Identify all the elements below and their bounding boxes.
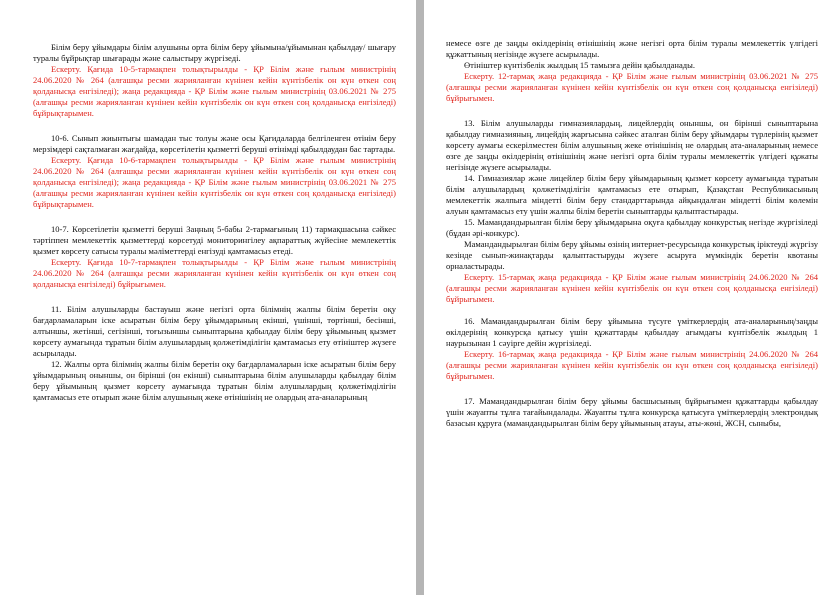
amendment-note-10-7: Ескерту. Қағида 10-7-тармақпен толықтырылды - ҚР Білім және ғылым министрінің 24.06.2020 № 264 (алғашқы ресми жарияланған күнінен кейін күнтізбелік он күн өткен соң қолданысқа енгізіледі) бұйрығымен.: [33, 257, 396, 289]
paragraph-12-continued: немесе өзге де заңды өкілдерінің өтінішінің және негізгі орта білім туралы мемлекеттік үлгідегі құжаттының негізінде жүзеге асырылады.: [446, 38, 818, 59]
amendment-note-16: Ескерту. 16-тармақ жаңа редакцияда - ҚР Білім және ғылым министрінің 24.06.2020 № 264 (алғашқы ресми жарияланған күнінен кейін күнтізбелік он күн өткен соң қолданысқа енгізіледі) бұйрығымен.: [446, 349, 818, 381]
paragraph-12: 12. Жалпы орта білімнің жалпы білім беретін оқу бағдарламаларын іске асыратын білім беру ұйымдарының оныншы, он бірінші (он екінші) сыныптарына білім алушыларды қабылдау білім беру ұйымының қызмет көрсету аумағында тұратын білім алушылардың қолжетімділігін қамтамасыз ете отырып және білім алушының жеке өтінішінің не олардың ата-аналарының: [33, 359, 396, 402]
document-page-left: [0, 0, 416, 595]
page-gutter: [416, 0, 424, 595]
paragraph-17: 17. Мамандандырылған білім беру ұйымы басшысының бұйрығымен құжаттарды қабылдау үшін жауапты тұлға тағайындалады. Жауапты тұлға конкурсқа қатысуға үміткерлердің электрондық базасын құруға (мамандандырылған білім беру ұйымының атауы, аты-жөні, ЖСН, сыныбы,: [446, 396, 818, 428]
paragraph-10-6: 10-6. Сынып жиынтығы шамадан тыс толуы және осы Қағидаларда белгіленген өтінім беру мерзімдері сақталмаған жағдайда, көрсетілетін қызметті беруші өтінімді қабылдаудан бас тартады.: [33, 133, 396, 154]
amendment-note-12: Ескерту. 12-тармақ жаңа редакцияда - ҚР Білім және ғылым министрінің 03.06.2021 № 275 (алғашқы ресми жарияланған күнінен кейін күнтізбелік он күн өткен соң қолданысқа енгізіледі) бұйрығымен.: [446, 71, 818, 103]
paragraph-10-5: Білім беру ұйымдары білім алушыны орта білім беру ұйымына/ұйымынан қабылдау/ шығару туралы бұйрықтар шығарады және салыстыру жүргізеді.: [33, 42, 396, 63]
paragraph-16: 16. Мамандандырылған білім беру ұйымына түсуге үміткерлердің ата-аналарының/заңды өкілдерінің конкурсқа қатысу үшін құжаттарды қабылдау ағымдағы күнтізбелік жылдың 1 наурызынан 1 сәуірге дейін жүргізіледі.: [446, 316, 818, 348]
document-page-right: [424, 0, 840, 595]
amendment-note-15: Ескерту. 15-тармақ жаңа редакцияда - ҚР Білім және ғылым министрінің 24.06.2020 № 264 (алғашқы ресми жарияланған күнінен кейін күнтізбелік он күн өткен соң қолданысқа енгізіледі) бұйрығымен.: [446, 272, 818, 304]
paragraph-12-deadline: Өтініштер күнтізбелік жылдың 15 тамызға дейін қабылданады.: [464, 60, 696, 70]
amendment-note-10-6: Ескерту. Қағида 10-6-тармақпен толықтырылды - ҚР Білім және ғылым министрінің 24.06.2020 № 264 (алғашқы ресми жарияланған күнінен кейін күнтізбелік он күн өткен соң қолданысқа енгізіледі); жаңа редакцияда - ҚР Білім және ғылым министрінің 03.06.2021 № 275 (алғашқы ресми жарияланған күнінен кейін күнтізбелік он күн өткен соң қолданысқа енгізіледі) бұйрықтарымен.: [33, 155, 396, 209]
paragraph-14: 14. Гимназиялар және лицейлер білім беру ұйымдарының қызмет көрсету аумағында тұратын білім алушылардың қолжетімділігін қамтамасыз ете отырып, Қазақстан Республикасының мемлекеттік жалпыға міндетті білім беру стандарттарында айқындалған міндетті білім көлемін алуын қамтамасыз ету үшін жалпы білім беретін сыныптарды қалыптастырады.: [446, 173, 818, 216]
amendment-note-10-5: Ескерту. Қағида 10-5-тармақпен толықтырылды - ҚР Білім және ғылым министрінің 24.06.2020 № 264 (алғашқы ресми жарияланған күнінен кейін күнтізбелік он күн өткен соң қолданысқа енгізіледі); жаңа редакцияда - ҚР Білім және ғылым министрінің 03.06.2021 № 275 (алғашқы ресми жарияланған күнінен кейін күнтізбелік он күн өткен соң қолданысқа енгізіледі) бұйрықтарымен.: [33, 64, 396, 118]
paragraph-13: 13. Білім алушыларды гимназиялардың, лицейлердің оныншы, он бірінші сыныптарына қабылдау гимназияның, лицейдің жарғысына сәйкес аталған білім беру ұйымдары түрлерінің қызмет көрсету аумағы ескерілместен білім алушының жеке өтінішінің не олардың ата-аналарының немесе өзге де заңды өкілдерінің өтінішінің және негізгі орта білім туралы мемлекеттік үлгідегі құжаты негізінде жүзеге асырылады.: [446, 118, 818, 172]
paragraph-15-quota: Мамандандырылған білім беру ұйымы өзінің интернет-ресурсында конкурстық іріктеуді жүргізу кезінде сынып-жинақтарды қалыптастыруды жүзеге асыруға мүмкіндік беретін квотаны орналастырады.: [446, 239, 818, 271]
paragraph-11: 11. Білім алушыларды бастауыш және негізгі орта білімнің жалпы білім беретін оқу бағдарламаларын іске асыратын білім беру ұйымдарының екінші, үшінші, төртінші, бесінші, алтыншы, жетінші, сегізінші, тоғызыншы сыныптарына қабылдау білім беру ұйымының қызмет көрсету аумағында тұратын білім алушылардың қолжетімділігін қамтамасыз ету өтініштер жүзеге асырылады.: [33, 304, 396, 358]
paragraph-15: 15. Мамандандырылған білім беру ұйымдарына оқуға қабылдау конкурстық негізде жүргізіледі (бұдан әрі-конкурс).: [446, 217, 818, 238]
paragraph-10-7: 10-7. Көрсетілетін қызметті беруші Заңның 5-бабы 2-тармағының 11) тармақшасына сәйкес тәртіппен мемлекеттік қызметтерді көрсетуді мониторингілеу ақпараттық жүйесіне мемлекеттік қызмет көрсету сатысы туралы мәліметтерді енгізуді қамтамасыз етеді.: [33, 224, 396, 256]
